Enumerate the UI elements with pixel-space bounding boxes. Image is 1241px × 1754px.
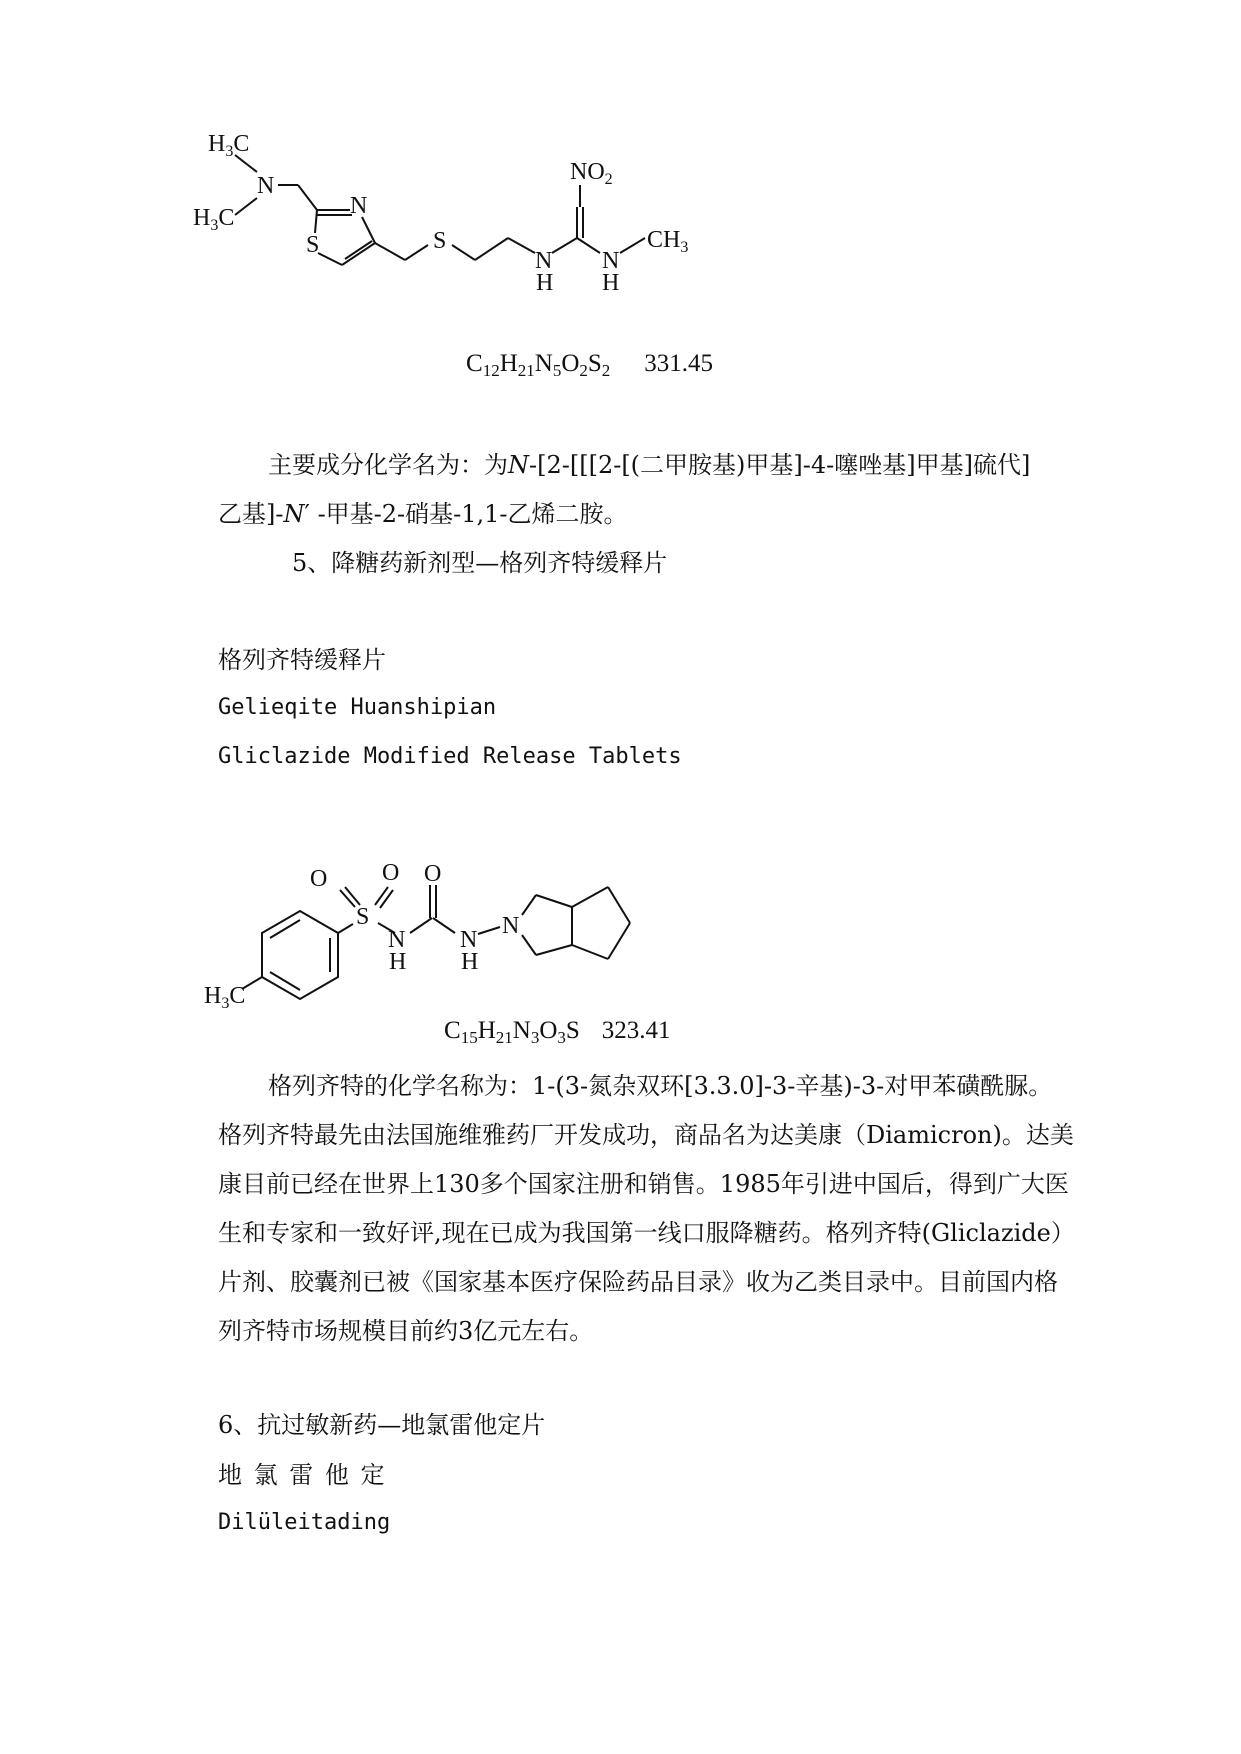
g-formula-h: H xyxy=(477,1017,496,1044)
g-formula-c-count: 15 xyxy=(460,1028,478,1047)
g-formula-h-count: 21 xyxy=(495,1028,513,1047)
h3c-bot-3: 3 xyxy=(210,217,219,234)
description-line: 片剂、胶囊剂已被《国家基本医疗保险药品目录》收为乙类目录中。目前国内格 xyxy=(218,1268,1058,1296)
thioether-s-label: S xyxy=(433,228,447,254)
g-formula-s: S xyxy=(565,1017,580,1044)
gliclazide-o1-label: O xyxy=(310,866,328,892)
gliclazide-o3-label: O xyxy=(424,861,442,887)
g-formula-n: N xyxy=(512,1017,531,1044)
chem-name-rest: -[2-[[[2-[(二甲胺基)甲基]-4-噻唑基]甲基]硫代] xyxy=(529,451,1031,479)
gliclazide-formula xyxy=(444,1017,671,1048)
formula-n-count: 5 xyxy=(552,361,562,380)
svg-text:H3C xyxy=(204,983,245,1012)
gliclazide-s-label: S xyxy=(356,904,370,930)
description-line: 格列齐特最先由法国施维雅药厂开发成功，商品名为达美康（Diamicron)。达美 xyxy=(218,1121,1074,1149)
no2-sub: 2 xyxy=(604,171,613,188)
no2-n-label: NO xyxy=(570,159,605,185)
svg-text:CH3 xyxy=(647,227,688,256)
description-line: 生和专家和一致好评,现在已成为我国第一线口服降糖药。格列齐特(Gliclazide） xyxy=(218,1219,1075,1247)
svg-text:H3C xyxy=(193,205,234,234)
section5-name-cn: 格列齐特缓释片 xyxy=(218,646,386,674)
section5-name-en: Gliclazide Modified Release Tablets xyxy=(218,744,682,769)
nh1-n-label: N xyxy=(535,248,553,274)
h3c-bot-c: C xyxy=(218,205,235,231)
chem-name-line2-n-italic: N xyxy=(283,500,305,528)
svg-text:NO2 xyxy=(570,159,613,188)
nh2-n-label: N xyxy=(602,248,620,274)
formula-h: H xyxy=(499,350,518,377)
g-formula-o: O xyxy=(539,1017,558,1044)
svg-text:H3C xyxy=(208,131,249,160)
h3c-top-h: H xyxy=(208,131,226,157)
g-formula-c: C xyxy=(444,1017,461,1044)
formula-o: O xyxy=(561,350,580,377)
ranitidine-chem-name-line2 xyxy=(218,497,628,531)
gliclazide-molecular-weight: 323.41 xyxy=(601,1017,671,1044)
gliclazide-nh2-h-label: H xyxy=(461,949,479,975)
formula-n: N xyxy=(534,350,553,377)
section6-heading: 6、抗过敏新药—地氯雷他定片 xyxy=(218,1411,546,1439)
section6-name-pinyin: Dilüleitading xyxy=(218,1510,391,1535)
formula-s-count: 2 xyxy=(601,361,611,380)
nh1-h-label: H xyxy=(536,270,554,296)
chem-name-n-italic: N xyxy=(508,451,529,479)
chem-name-line2-rest: ′ -甲基-2-硝基-1,1-乙烯二胺。 xyxy=(304,500,628,528)
section5-name-pinyin: Gelieqite Huanshipian xyxy=(218,695,497,720)
chem-name-line2-prefix: 乙基]- xyxy=(218,500,284,528)
amine-n-label: N xyxy=(257,173,275,199)
ranitidine-formula xyxy=(466,350,713,381)
gliclazide-h3c-c: C xyxy=(229,983,246,1009)
nh2-h-label: H xyxy=(602,270,620,296)
molecular-weight: 331.45 xyxy=(644,350,714,377)
description-line: 康目前已经在世界上130多个国家注册和销售。1985年引进中国后，得到广大医 xyxy=(218,1170,1069,1198)
ranitidine-structure xyxy=(190,131,790,335)
thiazole-s-label: S xyxy=(306,232,320,258)
h3c-top-c: C xyxy=(233,131,250,157)
formula-c-count: 12 xyxy=(482,361,500,380)
gliclazide-nh1-n-label: N xyxy=(388,927,406,953)
gliclazide-nh2-n-label: N xyxy=(460,927,478,953)
chem-name-prefix: 主要成分化学名为：为 xyxy=(268,451,508,479)
ranitidine-chem-name-line1 xyxy=(268,448,1030,482)
ch3-c-label: CH xyxy=(647,227,681,253)
g-formula-o-count: 3 xyxy=(557,1028,566,1047)
h3c-bot-h: H xyxy=(193,205,211,231)
h3c-top-3: 3 xyxy=(225,143,234,160)
thiazole-n-label: N xyxy=(350,193,368,219)
formula-s: S xyxy=(587,350,602,377)
gliclazide-o2-label: O xyxy=(382,860,400,886)
section6-name-cn: 地 氯 雷 他 定 xyxy=(218,1461,387,1489)
gliclazide-h3c-3: 3 xyxy=(221,995,230,1012)
gliclazide-ring-n-label: N xyxy=(502,913,520,939)
ch3-sub: 3 xyxy=(680,239,689,256)
formula-o-count: 2 xyxy=(579,361,588,380)
gliclazide-structure xyxy=(204,835,710,1012)
formula-h-count: 21 xyxy=(517,361,535,380)
g-formula-n-count: 3 xyxy=(530,1028,540,1047)
gliclazide-h3c-h: H xyxy=(204,983,222,1009)
gliclazide-description xyxy=(218,1062,1098,1356)
description-line: 列齐特市场规模目前约3亿元左右。 xyxy=(218,1317,594,1345)
gliclazide-nh1-h-label: H xyxy=(389,949,407,975)
description-line: 格列齐特的化学名称为：1-(3-氮杂双环[3.3.0]-3-辛基)-3-对甲苯磺酰脲。 xyxy=(268,1072,1053,1100)
formula-c: C xyxy=(466,350,483,377)
section5-heading: 5、降糖药新剂型—格列齐特缓释片 xyxy=(292,549,668,577)
